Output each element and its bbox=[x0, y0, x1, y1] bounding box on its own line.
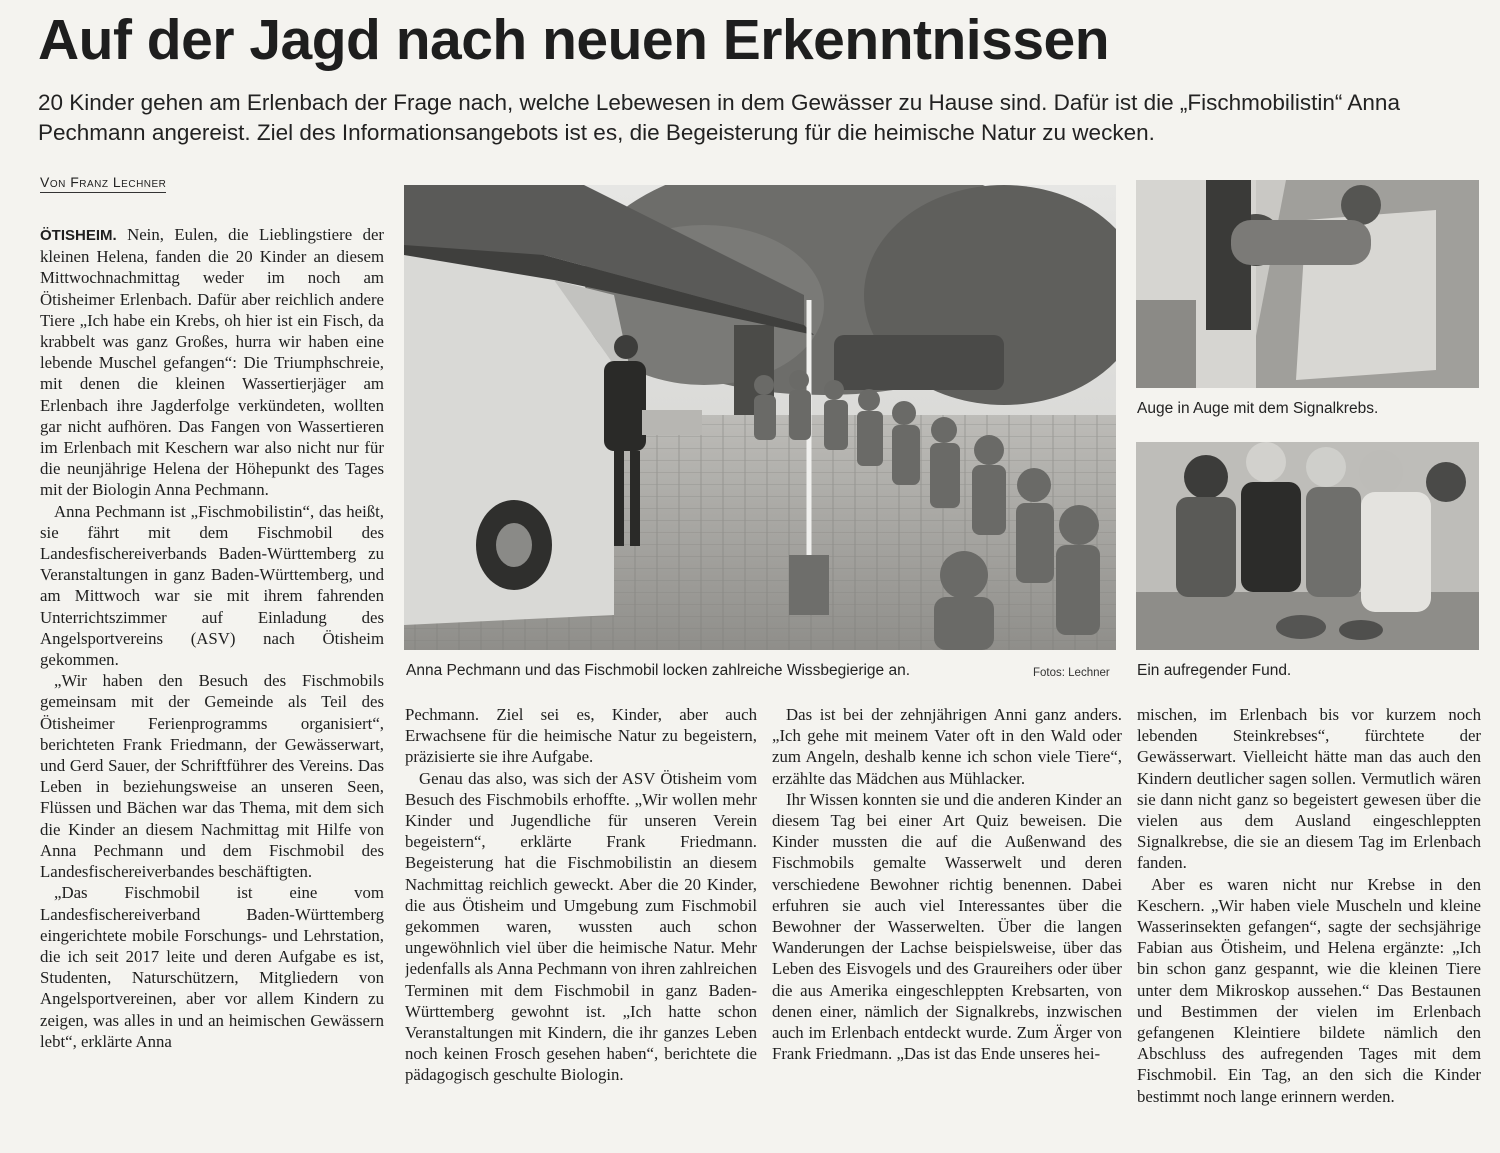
top-right-photo bbox=[1136, 180, 1479, 388]
top-right-photo-caption: Auge in Auge mit dem Signalkrebs. bbox=[1137, 400, 1379, 417]
bottom-right-photo-image bbox=[1136, 442, 1479, 650]
subhead: 20 Kinder gehen am Erlenbach der Frage nach, welche Lebewesen in dem Gewässer zu Hause sind. Dafür ist die „Fischmobilistin“ Anna Pechmann angereist. Ziel des Informationsangebots ist es, die Begeisterung für die heimische Natur zu wecken. bbox=[38, 90, 1400, 145]
paragraph: mischen, im Erlenbach bis vor kurzem noch lebenden Steinkrebses“, fürchtete der Gewässerwart. Vielleicht hätte man das auch den Kindern deutlicher sagen sollen. Vermutlich wären sie dann nicht ganz so begeistert gewesen über die vielen aus dem Ausland eingeschleppten Signalkrebse, die sie an diesem Tag im Erlenbach fanden. bbox=[1137, 705, 1481, 873]
article-column-3 bbox=[772, 704, 1122, 1144]
dateline: ÖTISHEIM. bbox=[40, 227, 117, 244]
article-column-1 bbox=[40, 224, 384, 1146]
bottom-right-photo-caption: Ein aufregender Fund. bbox=[1137, 662, 1292, 679]
paragraph-text: Nein, Eulen, die Lieblingstiere der kleinen Helena, fanden die 20 Kinder an diesem Mittwochnachmittag weder im noch am Ötisheimer Erlenbach. Dafür aber reichlich andere Tiere „Ich habe ein Krebs, oh hier ist ein Fisch, da krabbelt was ganz Großes, hurra wir haben eine lebende Muschel gefangen“: Die Triumphschreie, mit denen die kleinen Wassertierjäger am Erlenbach ihre Jagderfolge verkündeten, wollten gar nicht aufhören. Das Fangen von Wassertieren im Erlenbach mit Keschern war also nicht nur für die neunjährige Helena der Höhepunkt des Tages mit der Biologin Anna Pechmann. bbox=[40, 225, 384, 500]
byline: Von Franz Lechner bbox=[40, 174, 166, 193]
main-photo-image bbox=[404, 185, 1116, 650]
main-photo bbox=[404, 185, 1116, 650]
paragraph: Ihr Wissen konnten sie und die anderen Kinder an diesem Tag bei einer Art Quiz beweisen. Die Kinder mussten die auf die Außenwand des Fischmobils gemalte Wasserwelt und deren verschiedene Bewohner richtig benennen. Dabei erfuhren sie auch viel Interessantes über die Bewohner der Wasserwelten. Über die langen Wanderungen der Lachse beispielsweise, über das Leben des Eisvogels und des Graureihers oder über die aus Amerika eingeschleppten Krebsarten, von denen einer, nämlich der Signalkrebs, inzwischen auch im Erlenbach entdeckt wurde. Zum Ärger von Frank Friedmann. „Das ist das Ende unseres hei- bbox=[772, 789, 1122, 1064]
article-column-2 bbox=[405, 704, 757, 1144]
bottom-right-photo bbox=[1136, 442, 1479, 650]
paragraph: Genau das also, was sich der ASV Ötisheim vom Besuch des Fischmobils erhoffte. „Wir wollen mehr Kinder und Jugendliche für unseren Verein begeistern“, erklärte Frank Friedmann. Begeisterung hat die Fischmobilistin an diesem Nachmittag reichlich geweckt. Aber die 20 Kinder, die aus Ötisheim und Umgebung zum Fischmobil gekommen waren, wussten auch schon ungewöhnlich viel über die heimische Natur. Mehr jedenfalls als Anna Pechmann von ihren zahlreichen Terminen mit dem Fischmobil in ganz Baden-Württemberg gewohnt ist. „Ich hatte schon Veranstaltungen mit Kindern, die ihr ganzes Leben noch keinen Frosch gesehen haben“, berichtete die pädagogisch geschulte Biologin. bbox=[405, 768, 757, 1085]
paragraph: „Wir haben den Besuch des Fischmobils gemeinsam mit der Gemeinde als Teil des Ötisheimer Ferienprogramms organisiert“, berichteten Frank Friedmann, der Gewässerwart, und Gerd Sauer, der Schriftführer des Vereins. Das Leben in beziehungsweise an unseren Seen, Flüssen und Bächen war das Thema, mit dem sich die Kinder an diesem Nachmittag mit Hilfe von Anna Pechmann und dem Fischmobil des Landesfischereiverbandes beschäftigten. bbox=[40, 671, 384, 882]
paragraph: Aber es waren nicht nur Krebse in den Keschern. „Wir haben viele Muscheln und kleine Wasserinsekten gefangen“, sagte der sechsjährige Fabian aus Ötisheim, und Helena ergänzte: „Ich bin schon ganz gespannt, wie die kleinen Tiere unter dem Mikroskop aussehen.“ Das Bestaunen und Bestimmen der vielen im Erlenbach gefangenen Kleintiere bildete nämlich den Abschluss des aufregenden Tages mit dem Fischmobil. Ein Tag, an den sich die Kinder bestimmt noch lange erinnern werden. bbox=[1137, 874, 1481, 1106]
top-right-photo-image bbox=[1136, 180, 1479, 388]
headline: Auf der Jagd nach neuen Erkenntnissen bbox=[38, 8, 1110, 72]
paragraph: Anna Pechmann ist „Fischmobilistin“, das heißt, sie fährt mit dem Fischmobil des Landesfischereiverbands Baden-Württemberg zu Veranstaltungen in ganz Baden-Württemberg, und am Mittwoch war sie mit ihrem fahrenden Unterrichtszimmer auf Einladung des Angelsportvereins (ASV) nach Ötisheim gekommen. bbox=[40, 501, 384, 670]
photo-credit: Fotos: Lechner bbox=[1033, 667, 1110, 679]
paragraph bbox=[40, 224, 384, 501]
main-photo-caption: Anna Pechmann und das Fischmobil locken zahlreiche Wissbegierige an. bbox=[406, 662, 911, 679]
article-column-4 bbox=[1137, 704, 1481, 1144]
paragraph: Das ist bei der zehnjährigen Anni ganz anders. „Ich gehe mit meinem Vater oft in den Wald oder zum Angeln, deshalb kenne ich schon viele Tiere“, erzählte das Mädchen aus Mühlacker. bbox=[772, 705, 1122, 788]
paragraph: Pechmann. Ziel sei es, Kinder, aber auch Erwachsene für die heimische Natur zu begeistern, präzisierte sie ihre Aufgabe. bbox=[405, 705, 757, 767]
paragraph: „Das Fischmobil ist eine vom Landesfischereiverband Baden-Württemberg eingerichtete mobile Forschungs- und Lehrstation, die ich seit 2017 leite und deren Aufgabe es ist, Studenten, Naturschützern, Mitgliedern von Angelsportvereinen, aber vor allem Kindern zu zeigen, was alles in und an heimischen Gewässern lebt“, erklärte Anna bbox=[40, 883, 384, 1051]
